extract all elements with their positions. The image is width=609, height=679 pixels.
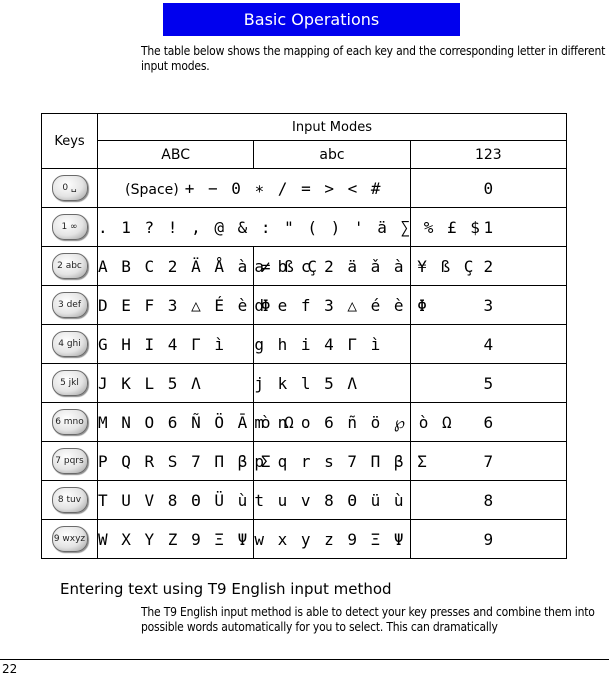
keys-column-header: Keys <box>42 114 98 169</box>
numeric-cell: 3 <box>410 286 566 325</box>
chars-upper-cell: J K L 5 Λ <box>98 364 254 403</box>
key-cell <box>42 520 98 559</box>
table-row <box>42 286 567 325</box>
section-banner: Basic Operations <box>163 3 460 36</box>
chars-text: . 1 ? ! , @ & : " ( ) ' ä ∑ % £ $ <box>98 217 482 237</box>
table-row <box>42 208 567 247</box>
chars-upper-cell: P Q R S 7 Π β Σ <box>98 442 254 481</box>
table-row <box>42 481 567 520</box>
section-heading: Entering text using T9 English input method <box>60 580 392 598</box>
column-numeric: 123 <box>410 141 566 169</box>
chars-lower-cell: a b c 2 ä ǎ à ¥ ß Ç <box>254 247 410 286</box>
numeric-cell: 0 <box>410 169 566 208</box>
chars-upper-cell: T U V 8 Θ Ü ù <box>98 481 254 520</box>
chars-upper-cell: W X Y Z 9 Ξ Ψ <box>98 520 254 559</box>
column-abc-upper: ABC <box>98 141 254 169</box>
numeric-cell: 1 <box>410 208 566 247</box>
chars-lower-cell: t u v 8 Θ ü ù <box>254 481 410 520</box>
chars-lower-cell: g h i 4 Γ ì <box>254 325 410 364</box>
page-number: 22 <box>2 662 18 676</box>
chars-lower-cell: p q r s 7 Π β Σ <box>254 442 410 481</box>
table-row <box>42 403 567 442</box>
table-row <box>42 247 567 286</box>
chars-lower-cell: m n o 6 ñ ö ℘ ò Ω <box>254 403 410 442</box>
key-cell <box>42 442 98 481</box>
key-mapping-table <box>41 113 567 559</box>
phone-key-icon: 9 wxyz <box>52 526 88 552</box>
table-row <box>42 364 567 403</box>
phone-key-icon: 5 jkl <box>52 370 88 396</box>
chars-upper-cell: D E F 3 △ É è Φ <box>98 286 254 325</box>
phone-key-icon: 7 pqrs <box>52 448 88 474</box>
numeric-cell: 6 <box>410 403 566 442</box>
chars-upper-cell: M N O 6 Ñ Ö Ā ò Ω <box>98 403 254 442</box>
phone-key-icon: 8 tuv <box>52 487 88 513</box>
phone-key-icon: 0 ␣ <box>52 175 88 201</box>
chars-upper-cell: G H I 4 Γ ì <box>98 325 254 364</box>
chars-upper-cell: A B C 2 Ä Å à ≠ ß Ç <box>98 247 254 286</box>
footer-rule <box>0 659 609 660</box>
chars-lower-cell: w x y z 9 Ξ Ψ <box>254 520 410 559</box>
phone-key-icon: 3 def <box>52 292 88 318</box>
space-label: (Space) <box>125 181 179 198</box>
numeric-cell: 5 <box>410 364 566 403</box>
numeric-cell: 4 <box>410 325 566 364</box>
numeric-cell: 7 <box>410 442 566 481</box>
key-cell <box>42 325 98 364</box>
chars-text: + − 0 ∗ / = > < # <box>184 178 383 198</box>
key-cell <box>42 208 98 247</box>
table-row <box>42 442 567 481</box>
chars-lower-cell: j k l 5 Λ <box>254 364 410 403</box>
phone-key-icon: 6 mno <box>52 409 88 435</box>
phone-key-icon: 2 abc <box>52 253 88 279</box>
key-cell <box>42 364 98 403</box>
phone-key-icon: 4 ghi <box>52 331 88 357</box>
numeric-cell: 2 <box>410 247 566 286</box>
chars-cell <box>98 208 482 247</box>
intro-paragraph: The table below shows the mapping of each key and the corresponding letter in different input modes. <box>141 44 606 73</box>
key-cell <box>42 403 98 442</box>
table-row <box>42 325 567 364</box>
key-cell <box>42 169 98 208</box>
key-cell <box>42 286 98 325</box>
phone-key-icon: 1 ∞ <box>52 214 88 240</box>
section-paragraph: The T9 English input method is able to detect your key presses and combine them into possible words automatically for you to select. This can dramatically <box>141 605 595 634</box>
chars-lower-cell: d e f 3 △ é è Φ <box>254 286 410 325</box>
key-cell <box>42 247 98 286</box>
input-modes-header: Input Modes <box>98 114 567 141</box>
column-abc-lower: abc <box>254 141 410 169</box>
table-row <box>42 520 567 559</box>
numeric-cell: 8 <box>410 481 566 520</box>
numeric-cell: 9 <box>410 520 566 559</box>
key-cell <box>42 481 98 520</box>
chars-cell <box>98 169 411 208</box>
table-row <box>42 169 567 208</box>
table-body <box>42 169 567 559</box>
